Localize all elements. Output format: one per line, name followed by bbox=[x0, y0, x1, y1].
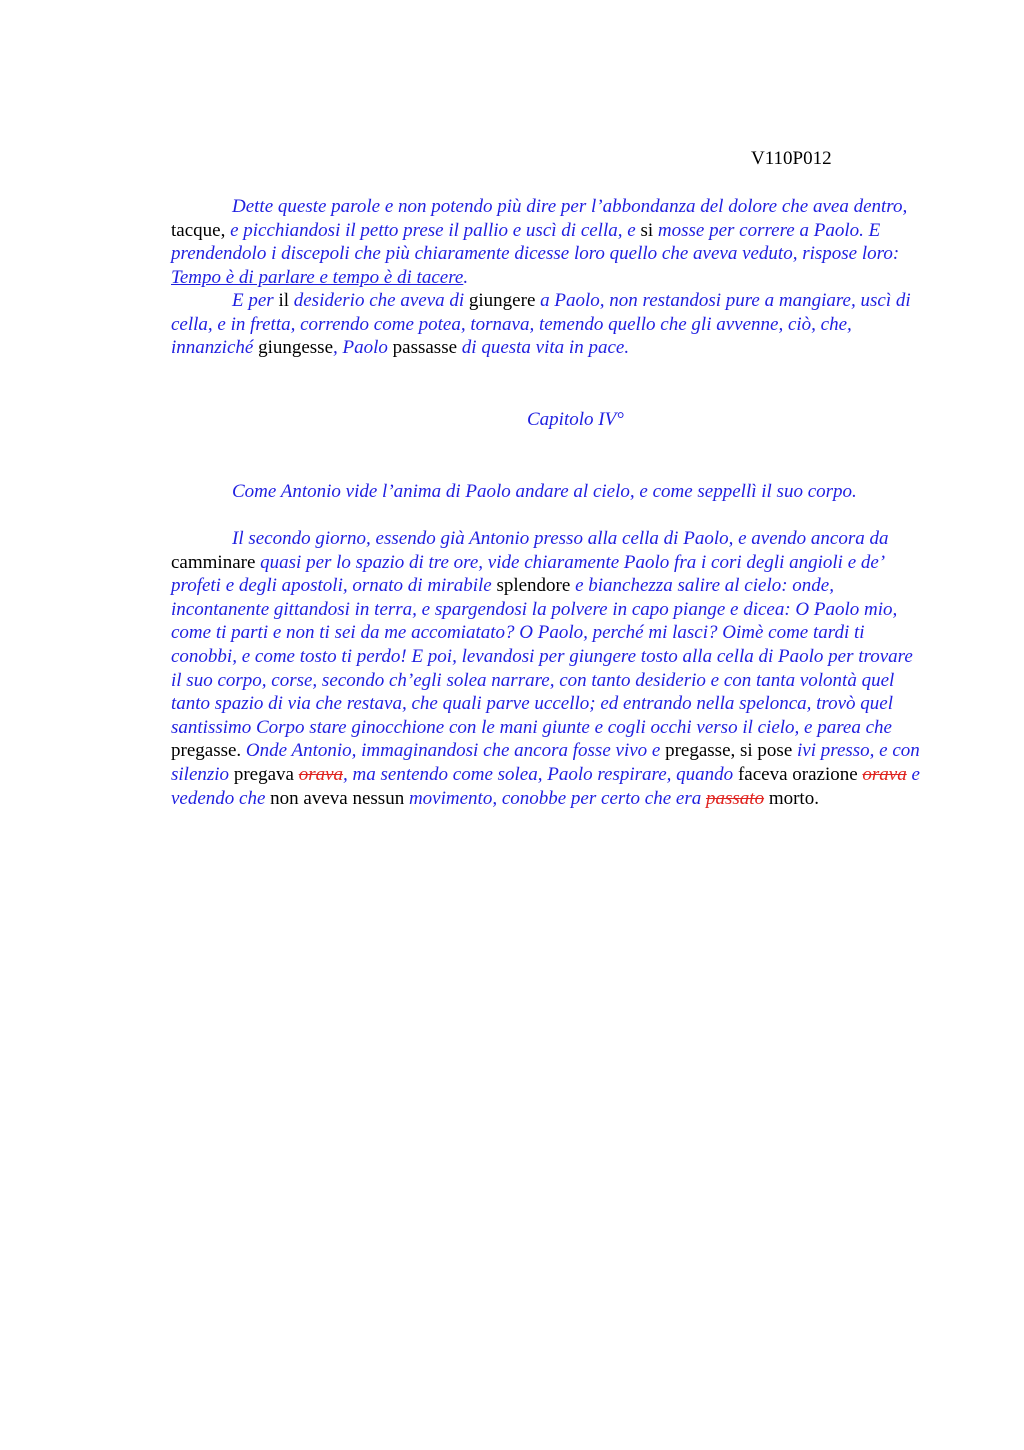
original-text: splendore bbox=[496, 575, 576, 597]
original-text: si bbox=[640, 219, 658, 241]
added-text: Dette queste parole e non potendo più dire per l’abbondanza del dolore che avea dentro, bbox=[232, 196, 908, 217]
added-text: Il secondo giorno, essendo già Antonio presso alla cella di Paolo, e avendo ancora da bbox=[232, 528, 889, 549]
original-text: non aveva nessun bbox=[270, 787, 409, 809]
chapter-title: Capitolo IV° bbox=[527, 409, 624, 430]
added-text: movimento, conobbe per certo che era bbox=[408, 787, 706, 809]
original-text: tacque, bbox=[171, 219, 231, 241]
original-text: giungere bbox=[468, 290, 541, 311]
added-text: mosse per correre a Paolo. E prendendolo i discepoli che più chiaramente dicesse loro quello che aveva veduto, rispose loro: bbox=[171, 219, 900, 265]
added-text: . bbox=[463, 266, 469, 288]
original-text: pregasse, si pose bbox=[665, 740, 798, 762]
original-text: pregava bbox=[233, 763, 299, 785]
added-text: E per bbox=[232, 290, 279, 311]
paragraph-1 bbox=[171, 195, 923, 289]
paragraph-4 bbox=[171, 527, 923, 810]
original-text: giungesse bbox=[258, 337, 334, 359]
deleted-text: orava bbox=[298, 763, 344, 785]
original-text: pregasse. bbox=[171, 740, 246, 762]
deleted-text: passato bbox=[706, 787, 765, 809]
added-text: e vedendo che bbox=[171, 763, 920, 809]
chapter-summary: Come Antonio vide l’anima di Paolo andare al cielo, e come seppellì il suo corpo. bbox=[232, 481, 857, 502]
original-text: passasse bbox=[392, 337, 462, 359]
original-text: morto. bbox=[764, 787, 819, 809]
added-text: e bianchezza salire al cielo: onde, incontanente gittandosi in terra, e spargendosi la polvere in capo piange e dicea: O Paolo mio, come ti parti e non ti sei da me accomiatato? O Paolo, perché mi lasci? Oimè come tardi ti conobbi, e come tosto ti perdo! E poi, levandosi per giungere tosto alla cella di Paolo per trovare il suo corpo, corse, secondo ch’egli solea narrare, con tanto desiderio e con tanta volontà quel tanto spazio di via che restava, che quali parve uccello; ed entrando nella spelonca, trovò quel santissimo Corpo stare ginocchione con le mani giunte e cogli occhi verso il cielo, e parea che bbox=[171, 575, 913, 738]
original-text: camminare bbox=[171, 551, 261, 573]
original-text: faceva orazione bbox=[737, 763, 863, 785]
added-text: ivi presso, e con silenzio bbox=[171, 740, 920, 785]
underlined-quote: Tempo è di parlare e tempo è di tacere bbox=[171, 266, 464, 288]
added-text: , ma sentendo come solea, Paolo respirare, quando bbox=[343, 763, 738, 785]
added-text: quasi per lo spazio di tre ore, vide chiaramente Paolo fra i cori degli angioli e de’ profeti e degli apostoli, ornato di mirabile bbox=[171, 551, 884, 597]
original-text: il bbox=[278, 290, 294, 311]
page-id: V110P012 bbox=[751, 148, 832, 169]
added-text: di questa vita in pace. bbox=[461, 337, 630, 359]
added-text: desiderio che aveva di bbox=[293, 290, 469, 311]
paragraph-2 bbox=[171, 289, 923, 360]
added-text: a Paolo, non restandosi pure a mangiare, uscì di cella, e in fretta, correndo come potea, tornava, temendo quello che gli avvenne, ciò, che, innanziché bbox=[171, 290, 911, 359]
added-text: Onde Antonio, immaginandosi che ancora fosse vivo e bbox=[245, 740, 666, 762]
added-text: e picchiandosi il petto prese il pallio e uscì di cella, e bbox=[230, 219, 641, 241]
deleted-text: orava bbox=[862, 763, 907, 785]
added-text: , Paolo bbox=[333, 337, 393, 359]
